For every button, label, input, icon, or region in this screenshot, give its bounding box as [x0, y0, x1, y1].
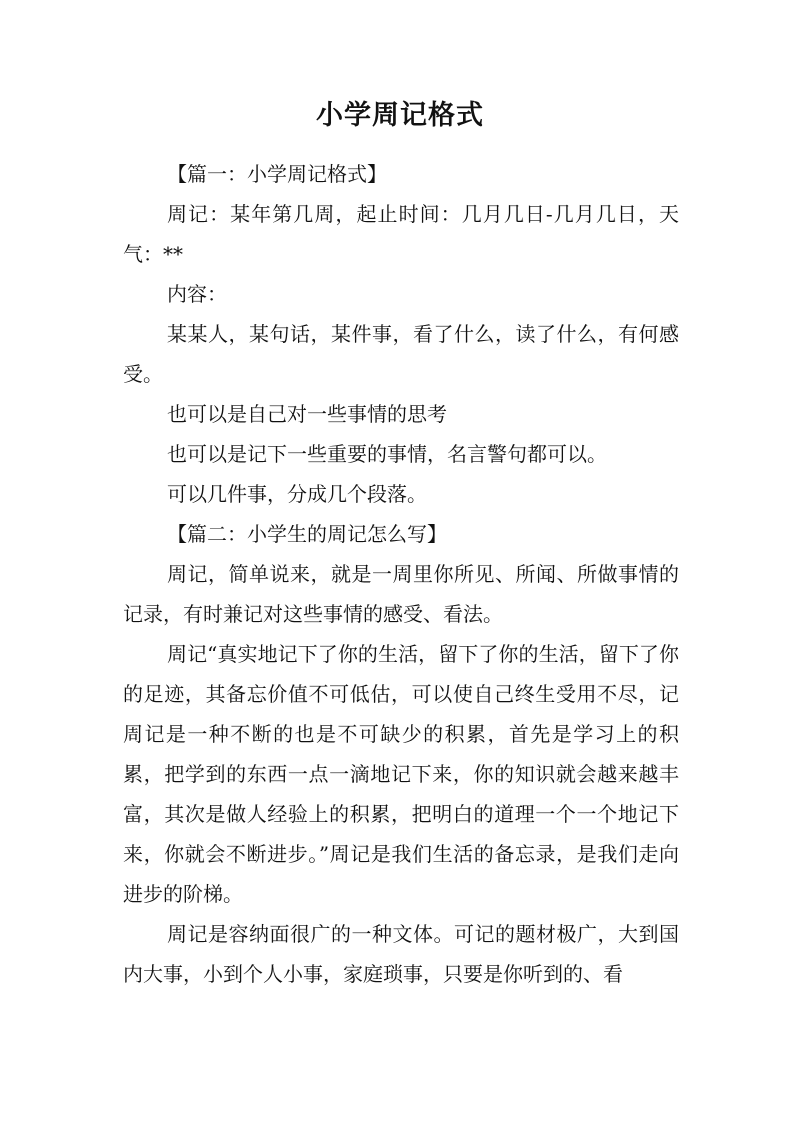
paragraph-content-label: 内容： — [167, 282, 227, 306]
paragraph-definition: 周记，简单说来，就是一周里你所见、所闻、所做事情的记录，有时兼记对这些事情的感受、看法。 — [123, 562, 679, 626]
paragraph-important-things: 也可以是记下一些重要的事情，名言警句都可以。 — [167, 442, 607, 466]
paragraph-content-people: 某某人，某句话，某件事，看了什么，读了什么，有何感受。 — [123, 322, 679, 386]
document-title: 小学周记格式 — [316, 100, 484, 131]
paragraph-topics: 周记是容纳面很广的一种文体。可记的题材极广，大到国内大事，小到个人小事，家庭琐事，只要是你听到的、看 — [123, 922, 679, 986]
paragraph-several-events: 可以几件事，分成几个段落。 — [167, 482, 427, 506]
paragraph-weekly-header: 周记：某年第几周，起止时间：几月几日-几月几日，天气：** — [123, 202, 679, 266]
section-heading-1: 【篇一：小学周记格式】 — [167, 162, 387, 186]
document-body — [123, 154, 679, 994]
section-heading-2: 【篇二：小学生的周记怎么写】 — [167, 522, 447, 546]
paragraph-quote: 周记“真实地记下了你的生活，留下了你的生活，留下了你的足迹，其备忘价值不可低估，可以使自己终生受用不尽，记周记是一种不断的也是不可缺少的积累，首先是学习上的积累，把学到的东西一点一滴地记下来，你的知识就会越来越丰富，其次是做人经验上的积累，把明白的道理一个一个地记下来，你就会不断进步。”周记是我们生活的备忘录，是我们走向进步的阶梯。 — [123, 642, 679, 906]
paragraph-thinking: 也可以是自己对一些事情的思考 — [167, 402, 447, 426]
